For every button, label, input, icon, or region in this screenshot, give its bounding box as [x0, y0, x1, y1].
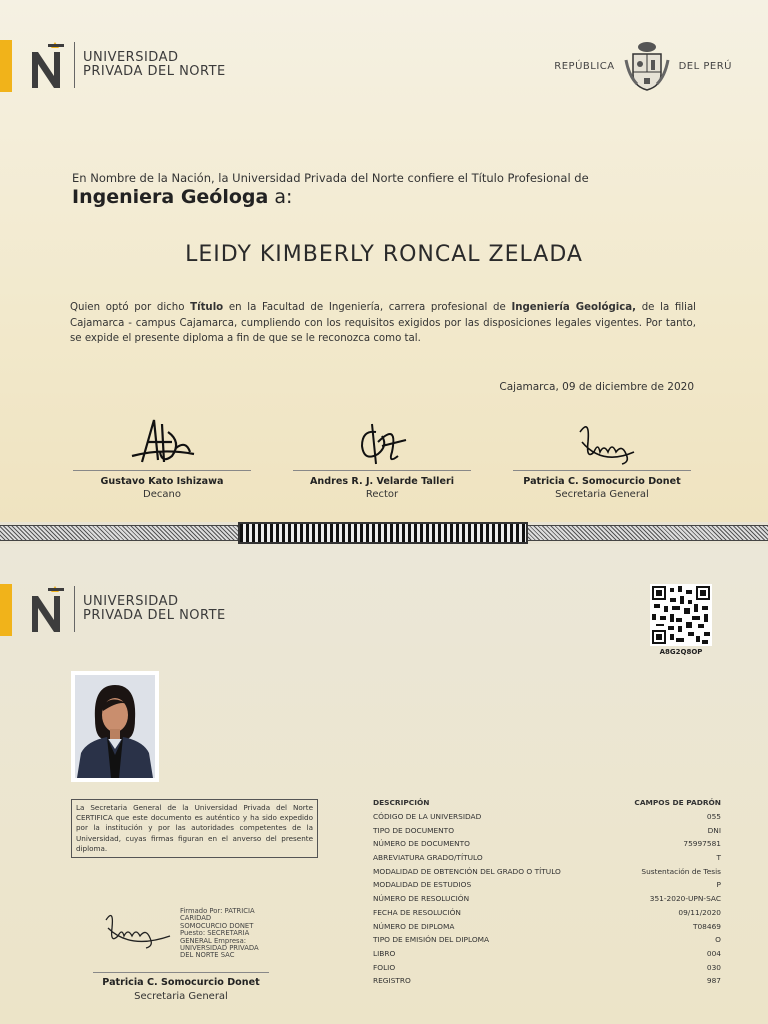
row-label: FECHA DE RESOLUCIÓN [373, 907, 461, 917]
row-label: NÚMERO DE DOCUMENTO [373, 839, 470, 849]
logo-line2: PRIVADA DEL NORTE [83, 64, 226, 79]
diploma-body [70, 300, 696, 347]
row-value: 09/11/2020 [678, 907, 721, 917]
row-value: 987 [706, 976, 721, 986]
row-label: TIPO DE DOCUMENTO [373, 825, 455, 835]
upn-logo-icon [28, 584, 68, 634]
row-label: TIPO DE EMISIÓN DEL DIPLOMA [373, 935, 490, 945]
page-divider [0, 522, 768, 544]
logo-line1: UNIVERSIDAD [83, 594, 179, 609]
signer-name: Andres R. J. Velarde Talleri [309, 476, 454, 487]
signature-line [513, 470, 691, 471]
row-label: REGISTRO [373, 976, 411, 986]
logo-text [83, 51, 226, 79]
confers-statement: En Nombre de la Nación, la Universidad Privada del Norte confiere el Título Profesional de [72, 171, 589, 185]
signer-name: Patricia C. Somocurcio Donet [523, 476, 681, 487]
signature-line [73, 470, 251, 471]
photo-content [75, 675, 155, 778]
body-part3: de la filial Cajamarca - campus Cajamarca, cumpliendo con los requisitos exigidos por las disposiciones legales vigentes. Por tanto, se expide el presente diploma a fin de que se le reconozca como tal. [70, 302, 697, 344]
body-part1: Quien optó por dicho [70, 302, 191, 313]
university-logo [28, 40, 226, 90]
row-value: T08469 [692, 921, 721, 931]
row-label: FOLIO [373, 962, 396, 972]
signature-rector [292, 412, 472, 500]
header-fields: CAMPOS DE PADRÓN [634, 798, 721, 807]
row-value: 030 [706, 962, 721, 972]
portrait-image [75, 675, 155, 778]
table-row [373, 935, 721, 949]
place-date: Cajamarca, 09 de diciembre de 2020 [499, 381, 694, 393]
republic-left: REPÚBLICA [554, 60, 615, 72]
accent-bar [0, 584, 12, 636]
row-label: NÚMERO DE RESOLUCIÓN [373, 894, 470, 904]
dean-signature-icon [102, 412, 222, 470]
logo-separator [74, 42, 75, 88]
signature-dean [72, 412, 252, 500]
table-row [373, 976, 721, 990]
row-label: CÓDIGO DE LA UNIVERSIDAD [373, 812, 482, 821]
table-row [373, 922, 721, 936]
row-value: O [715, 935, 721, 945]
registry-table [373, 798, 721, 990]
logo-line2: PRIVADA DEL NORTE [83, 608, 226, 623]
accent-bar [0, 40, 12, 92]
rector-signature-icon [322, 412, 442, 470]
row-value: P [716, 880, 721, 890]
logo-line1: UNIVERSIDAD [83, 50, 179, 65]
row-value: 351-2020-UPN-SAC [649, 894, 721, 904]
table-row [373, 894, 721, 908]
signer-role: Decano [143, 489, 181, 500]
republic-header [554, 40, 732, 92]
degree-suffix: a: [268, 186, 293, 208]
table-row [373, 867, 721, 881]
table-row [373, 908, 721, 922]
logo-separator [74, 586, 75, 632]
table-header [373, 798, 721, 812]
table-row [373, 839, 721, 853]
row-value: 004 [706, 948, 721, 958]
degree-title: Ingeniera Geóloga [72, 186, 269, 208]
row-label: LIBRO [373, 948, 396, 958]
diploma-back [0, 544, 768, 1024]
table-row [373, 949, 721, 963]
digital-signature-info: Firmado Por: PATRICIA CARIDAD SOMOCURCIO DONET Puesto: SECRETARIA GENERAL Empresa: UNIVERSIDAD PRIVADA DEL NORTE SAC [180, 907, 259, 960]
republic-right: DEL PERÚ [678, 60, 732, 72]
secretary-signature-icon [542, 412, 662, 470]
row-label: ABREVIATURA GRADO/TÍTULO [373, 853, 483, 863]
back-signer-name: Patricia C. Somocurcio Donet [102, 977, 260, 988]
table-row [373, 963, 721, 977]
row-label: MODALIDAD DE ESTUDIOS [373, 880, 472, 890]
body-bold2: Ingeniería Geológica, [511, 302, 637, 313]
coat-of-arms-icon [623, 40, 671, 92]
signer-role: Rector [365, 489, 399, 500]
signature-line [93, 972, 269, 973]
row-value: 75997581 [683, 839, 721, 849]
guilloche-center [238, 522, 528, 544]
table-row [373, 812, 721, 826]
qr-code-icon [650, 584, 712, 646]
body-part2: en la Facultad de Ingeniería, carrera profesional de [223, 302, 512, 313]
table-row [373, 880, 721, 894]
degree-heading [72, 186, 292, 208]
logo-text [83, 595, 226, 623]
secretary-signature-small-icon [100, 906, 176, 954]
qr-code-text: A8G2Q8OP [659, 648, 703, 656]
graduate-photo [71, 671, 159, 782]
signer-name: Gustavo Kato Ishizawa [100, 476, 224, 487]
graduate-name: LEIDY KIMBERLY RONCAL ZELADA [185, 242, 583, 267]
back-signer-role: Secretaria General [134, 991, 228, 1002]
table-row [373, 853, 721, 867]
university-logo [28, 584, 226, 634]
signature-line [293, 470, 471, 471]
row-value: T [716, 853, 721, 863]
row-value: 055 [706, 812, 721, 821]
row-value: Sustentación de Tesis [641, 866, 721, 876]
row-label: MODALIDAD DE OBTENCIÓN DEL GRADO O TÍTULO [373, 866, 561, 876]
table-row [373, 826, 721, 840]
signature-secretary [512, 412, 692, 500]
upn-logo-icon [28, 40, 68, 90]
row-label: NÚMERO DE DIPLOMA [373, 921, 455, 931]
certification-text: La Secretaria General de la Universidad Privada del Norte CERTIFICA que este documento es auténtico y ha sido expedido por la institución y por las autoridades competentes de la Universidad, cuyas firmas figuran en el anverso del presente diploma. [71, 799, 318, 858]
header-description: DESCRIPCIÓN [373, 798, 430, 807]
signer-role: Secretaria General [555, 489, 649, 500]
body-bold1: Título [190, 302, 224, 313]
qr-code[interactable] [650, 584, 712, 646]
row-value: DNI [707, 825, 721, 835]
